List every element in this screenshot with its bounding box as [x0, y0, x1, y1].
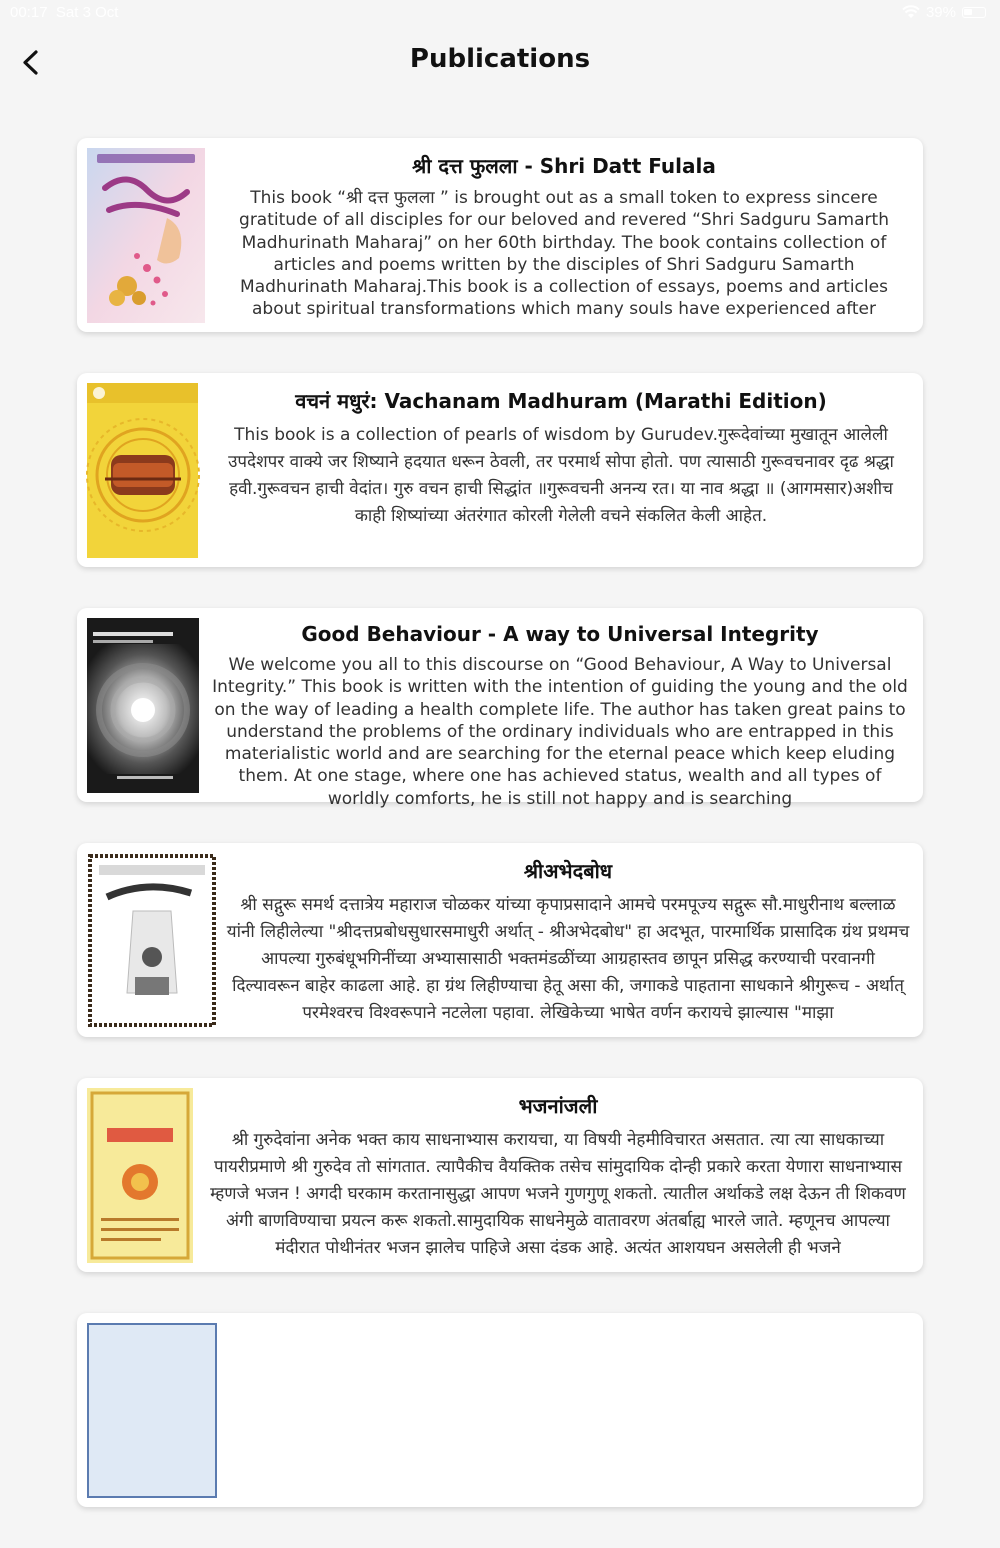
book-title: वचनं मधुरं: Vachanam Madhuram (Marathi Edition)	[295, 389, 827, 413]
publication-card[interactable]	[77, 843, 923, 1037]
book-description: This book “श्री दत्त फुलला ” is brought out as a small token to express sincere gratitude of all disciples for our beloved and revered “Shri Sadguru Samarth Madhurinath Maharaj” on her 60th birthday. The book contains collection of articles and poems written by the disciples of Shri Sadguru Samarth Madhurinath Maharaj.This book is a collection of essays, poems and articles about spiritual transformations which many souls have experienced after	[239, 188, 889, 320]
book-description: श्री गुरुदेवांना अनेक भक्त काय साधनाभ्यास करायचा, या विषयी नेहमीविचारत असतात. त्या त्या साधकाच्या पायरीप्रमाणे श्री गुरुदेव तो सांगतात. त्यापैकीच वैयक्तिक तसेच सांमुदायिक दोन्ही प्रकारे करता येणारा साधनाभ्यास म्हणजे भजन ! अगदी घरकाम करतानासुद्धा आपण भजने गुणगुणू शकतो. त्यातील अर्थाकडे लक्ष देऊन ती शिकवण अंगी बाणविण्याचा प्रयत्न करू शकतो.सामुदायिक साधनेमुळे वातावरण अंतर्बाह्य भारले जाते. म्हणूनच आपल्या मंदीरात पोथीनंतर भजन झालेच पाहिजे असा दंडक आहे. अत्यंत आशयघन असलेली ही भजने	[210, 1130, 906, 1258]
status-time: 00:17	[10, 4, 48, 21]
book-info	[225, 853, 911, 1029]
publication-card[interactable]	[77, 373, 923, 567]
book-description: We welcome you all to this discourse on “Good Behaviour, A Way to Universal Integrity.” This book is written with the intention of guiding the young and the old on the way of leading a health complete life. The author has taken great pains to understand the problems of the ordinary individuals who are entrapped in this materialistic world and are searching for the eternal peace which keep eluding them. At one stage, where one has achieved status, wealth and all types of worldly comforts, he is still not happy and is searching	[212, 655, 908, 809]
page-title: Publications	[409, 44, 591, 74]
book-cover-image	[87, 618, 199, 793]
battery-icon	[962, 7, 986, 18]
status-time-date	[10, 4, 118, 21]
status-date: Sat 3 Oct	[55, 4, 119, 21]
book-cover-image	[87, 853, 217, 1028]
book-title: श्रीअभेदबोध	[523, 859, 613, 883]
book-cover-image	[87, 148, 205, 323]
book-info	[205, 1088, 911, 1264]
publication-card[interactable]	[77, 138, 923, 332]
book-title: Good Behaviour - A way to Universal Integrity	[301, 622, 819, 646]
book-description: This book is a collection of pearls of wisdom by Gurudev.गुरूदेवांच्या मुखातून आलेली उपदेशपर वाक्ये जर शिष्याने हदयात धरून ठेवली, तर परमार्थ सोपा होतो. पण त्यासाठी गुरूवचनावर दृढ श्रद्धा हवी.गुरूवचन हाची वेदांत। गुरु वचन हाची सिद्धांत ॥गुरूवचनी अनन्य रत। या नाव श्रद्धा ॥ (आगमसार)अशीच काही शिष्यांच्या अंतरंगात कोरली गेलेली वचने संकलित केली आहेत.	[228, 425, 894, 526]
publications-list	[77, 138, 923, 1548]
book-title: श्री दत्त फुलला - Shri Datt Fulala	[412, 154, 716, 178]
book-info	[211, 383, 911, 559]
publication-card[interactable]	[77, 608, 923, 809]
wifi-icon	[902, 6, 920, 19]
book-cover-image	[87, 1323, 217, 1498]
publication-card[interactable]	[77, 1078, 923, 1272]
book-description: श्री सद्गुरू समर्थ दत्तात्रेय महाराज चोळकर यांच्या कृपाप्रसादाने आमचे परमपूज्य सद्गुरू सौ.माधुरीनाथ बल्लाळ यांनी लिहीलेल्या "श्रीदत्तप्रबोधसुधारसमाधुरी अर्थात् - श्रीअभेदबोध" हा अदभूत, पारमार्थिक प्रासादिक ग्रंथ प्रथमच आपल्या गुरुबंधूभगिनींच्या अभ्यासासाठी भक्तमंडळींच्या आग्रहास्तव छापून प्रसिद्ध करण्याची परवानगी दिल्यावरून बाहेर काढला आहे. हा ग्रंथ लिहीण्याचा हेतू असा की, जगाकडे पाहताना साधकाने श्रीगुरूच - अर्थात् परमेश्वरच विश्वरूपाने नटलेला पहावा. लेखिकेच्या भाषेत वर्णन करायचे झाल्यास "माझा	[226, 895, 910, 1023]
book-info	[209, 618, 911, 809]
book-cover-image	[87, 1088, 193, 1263]
book-cover-image	[87, 383, 198, 558]
status-indicators	[902, 4, 986, 21]
book-title: भजनांजली	[518, 1094, 598, 1118]
battery-percent: 39%	[925, 4, 956, 21]
publication-card[interactable]	[77, 1313, 923, 1507]
book-info	[217, 148, 911, 324]
status-bar	[0, 0, 1000, 26]
navigation-bar	[0, 30, 1000, 94]
